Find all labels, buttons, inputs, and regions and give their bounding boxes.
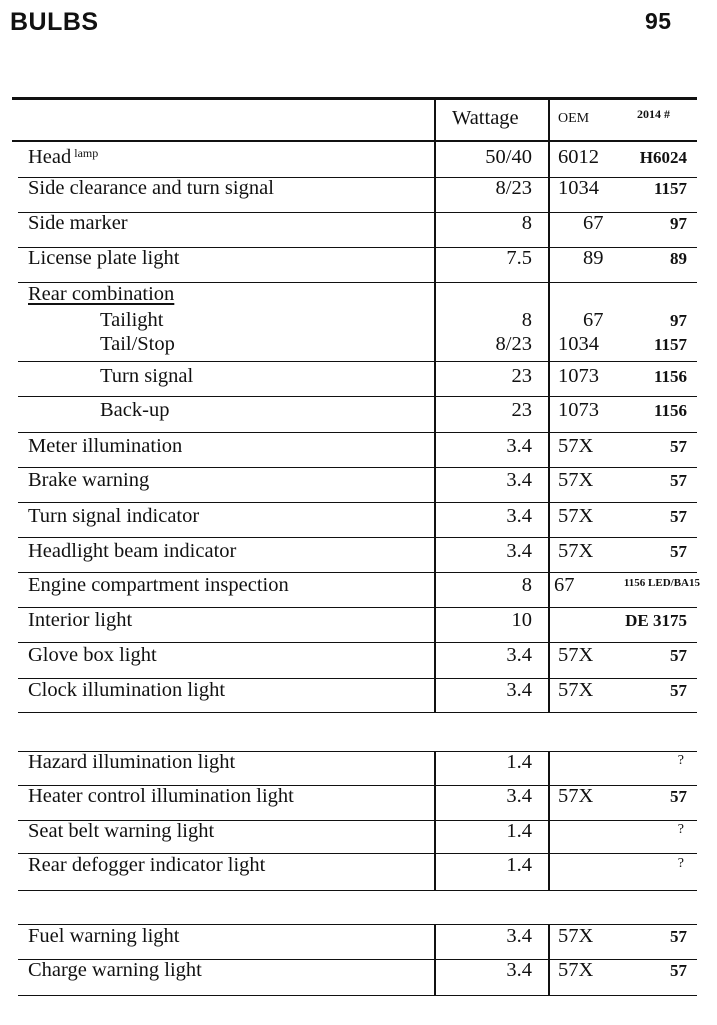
- description-text: Engine compartment inspection: [28, 574, 289, 596]
- row-2014-number: 1156: [653, 367, 687, 386]
- row-2014-number: 57: [670, 681, 687, 700]
- row-2014-number: 57: [670, 927, 687, 946]
- description-text: Tailight: [100, 309, 164, 331]
- column-header-2014: 2014 #: [637, 107, 670, 121]
- row-2014-number: 1156: [653, 401, 687, 420]
- row-2014-number: ?: [677, 753, 684, 768]
- row-oem: 1073: [558, 365, 599, 387]
- row-oem: 57X: [558, 959, 594, 981]
- description-text: Headlight beam indicator: [28, 540, 237, 562]
- table-rule: [18, 396, 697, 397]
- row-description: [28, 645, 157, 666]
- description-text: Rear combination: [28, 283, 175, 305]
- row-wattage: 8/23: [495, 333, 532, 355]
- row-oem: 6012: [558, 146, 599, 168]
- column-rule: [434, 751, 436, 890]
- row-oem: 57X: [558, 435, 594, 457]
- row-description: [28, 575, 289, 596]
- row-oem: 57X: [558, 469, 594, 491]
- description-text: Brake warning: [28, 469, 150, 491]
- row-wattage: 10: [511, 609, 532, 631]
- row-wattage: 8: [521, 309, 532, 331]
- column-header-wattage: Wattage: [452, 107, 519, 129]
- table-rule: [18, 890, 697, 891]
- description-text: Fuel warning light: [28, 925, 180, 947]
- table-rule: [18, 361, 697, 362]
- row-2014-number: 57: [670, 646, 687, 665]
- page-number: 95: [645, 8, 672, 34]
- row-description: [28, 752, 235, 773]
- description-text: Back-up: [100, 399, 170, 421]
- description-text: Meter illumination: [28, 435, 183, 457]
- description-text: Tail/Stop: [100, 333, 175, 355]
- description-text: Rear defogger indicator light: [28, 854, 266, 876]
- description-text: License plate light: [28, 247, 180, 269]
- row-2014-number: ?: [677, 856, 684, 871]
- row-oem: 57X: [558, 785, 594, 807]
- row-wattage: 1.4: [506, 820, 532, 842]
- column-rule: [434, 97, 436, 712]
- row-wattage: 3.4: [506, 435, 532, 457]
- row-2014-number: 89: [670, 249, 687, 268]
- row-2014-number: H6024: [639, 148, 687, 167]
- row-description: [28, 855, 265, 876]
- row-wattage: 1.4: [506, 854, 532, 876]
- row-description: [28, 506, 199, 527]
- page-title: BULBS: [10, 8, 99, 36]
- row-description: [100, 334, 175, 355]
- row-wattage: 3.4: [506, 679, 532, 701]
- row-oem: 57X: [558, 679, 594, 701]
- row-wattage: 3.4: [506, 505, 532, 527]
- description-text: Clock illumination light: [28, 679, 226, 701]
- row-wattage: 8/23: [495, 177, 532, 199]
- row-description: [28, 786, 294, 807]
- row-wattage: 8: [521, 574, 532, 596]
- row-description: [100, 310, 163, 331]
- row-description: [28, 248, 179, 269]
- row-oem: 67: [554, 574, 575, 596]
- description-text: Charge warning light: [28, 959, 202, 981]
- row-2014-number: 1156 LED/BA15: [623, 577, 700, 589]
- row-oem: 67: [583, 309, 604, 331]
- row-oem: 57X: [558, 540, 594, 562]
- row-wattage: 3.4: [506, 959, 532, 981]
- description-text: Interior light: [28, 609, 133, 631]
- column-header-oem: OEM: [558, 111, 590, 126]
- row-2014-number: 97: [670, 311, 687, 330]
- row-wattage: 50/40: [485, 146, 532, 168]
- table-rule: [12, 140, 697, 142]
- row-description: [28, 821, 214, 842]
- row-description: [28, 926, 179, 947]
- row-2014-number: 57: [670, 787, 687, 806]
- row-description: [28, 541, 236, 562]
- row-2014-number: 97: [670, 214, 687, 233]
- row-oem: 89: [583, 247, 604, 269]
- table-rule: [18, 712, 697, 713]
- description-text: Turn signal: [100, 365, 194, 387]
- description-superscript: lamp: [74, 146, 99, 160]
- column-rule: [434, 924, 436, 995]
- row-oem: 57X: [558, 925, 594, 947]
- column-rule: [548, 924, 550, 995]
- row-oem: 67: [583, 212, 604, 234]
- table-rule: [12, 97, 697, 100]
- row-description: [28, 470, 149, 491]
- row-description: [28, 960, 202, 981]
- row-2014-number: ?: [677, 822, 684, 837]
- row-wattage: 3.4: [506, 644, 532, 666]
- row-2014-number: 57: [670, 542, 687, 561]
- row-wattage: 23: [511, 365, 532, 387]
- section-heading-rear-combination: [28, 284, 174, 305]
- row-wattage: 3.4: [506, 469, 532, 491]
- row-wattage: 23: [511, 399, 532, 421]
- description-text: Turn signal indicator: [28, 505, 200, 527]
- row-description: [28, 680, 225, 701]
- row-wattage: 3.4: [506, 785, 532, 807]
- row-description: [100, 400, 169, 421]
- description-text: Heater control illumination light: [28, 785, 294, 807]
- description-text: Side marker: [28, 212, 128, 234]
- row-oem: 57X: [558, 644, 594, 666]
- row-description: [28, 213, 128, 234]
- table-rule: [18, 432, 697, 433]
- description-text: Side clearance and turn signal: [28, 177, 274, 199]
- description-text: Glove box light: [28, 644, 157, 666]
- row-description: [28, 610, 132, 631]
- description-text: Hazard illumination light: [28, 751, 236, 773]
- row-2014-number: 57: [670, 507, 687, 526]
- row-2014-number: 57: [670, 471, 687, 490]
- row-wattage: 3.4: [506, 925, 532, 947]
- row-description: [28, 147, 98, 168]
- row-wattage: 3.4: [506, 540, 532, 562]
- description-text: Seat belt warning light: [28, 820, 215, 842]
- row-wattage: 7.5: [506, 247, 532, 269]
- row-wattage: 1.4: [506, 751, 532, 773]
- row-description: [28, 178, 274, 199]
- row-2014-number: 1157: [653, 179, 687, 198]
- row-oem: 1034: [558, 333, 599, 355]
- row-oem: 1034: [558, 177, 599, 199]
- row-oem: 57X: [558, 505, 594, 527]
- table-rule: [18, 537, 697, 538]
- description-text: Head: [28, 146, 72, 168]
- row-wattage: 8: [521, 212, 532, 234]
- row-2014-number: DE 3175: [625, 611, 687, 630]
- table-rule: [18, 995, 697, 996]
- row-2014-number: 1157: [653, 335, 687, 354]
- column-rule: [548, 751, 550, 890]
- row-2014-number: 57: [670, 437, 687, 456]
- row-description: [100, 366, 193, 387]
- column-rule: [548, 97, 550, 712]
- table-rule: [18, 502, 697, 503]
- row-2014-number: 57: [670, 961, 687, 980]
- row-description: [28, 436, 182, 457]
- row-oem: 1073: [558, 399, 599, 421]
